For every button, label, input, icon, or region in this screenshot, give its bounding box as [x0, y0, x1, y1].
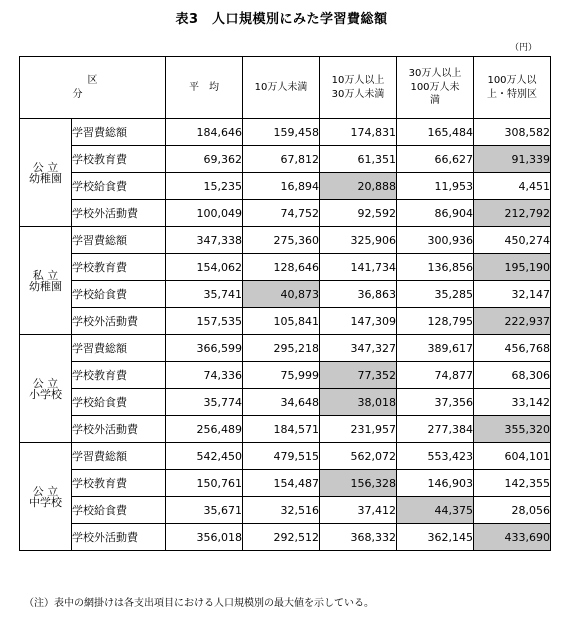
value-cell: 141,734 — [320, 254, 397, 281]
group-label — [20, 227, 72, 335]
value-cell: 325,906 — [320, 227, 397, 254]
value-cell: 34,648 — [243, 389, 320, 416]
value-cell: 37,356 — [397, 389, 474, 416]
header-average: 平 均 — [166, 57, 243, 119]
row-item-label: 学校教育費 — [72, 362, 166, 389]
group-label-type: 公 立 — [32, 484, 59, 498]
row-item-label: 学習費総額 — [72, 227, 166, 254]
value-cell: 74,877 — [397, 362, 474, 389]
value-cell: 100,049 — [166, 200, 243, 227]
row-item-label: 学校外活動費 — [72, 416, 166, 443]
table-row — [20, 389, 551, 416]
value-cell: 105,841 — [243, 308, 320, 335]
value-cell: 389,617 — [397, 335, 474, 362]
value-cell: 15,235 — [166, 173, 243, 200]
value-cell: 553,423 — [397, 443, 474, 470]
table-row — [20, 227, 551, 254]
header-under-100k: 10万人未満 — [243, 57, 320, 119]
value-cell: 157,535 — [166, 308, 243, 335]
row-item-label: 学校給食費 — [72, 173, 166, 200]
value-cell: 35,774 — [166, 389, 243, 416]
header-row — [20, 57, 551, 119]
value-cell: 69,362 — [166, 146, 243, 173]
group-label-type: 私 立 — [32, 268, 59, 282]
header-100k-300k: 10万人以上 30万人未満 — [320, 57, 397, 119]
value-cell: 300,936 — [397, 227, 474, 254]
value-cell: 92,592 — [320, 200, 397, 227]
value-cell: 74,336 — [166, 362, 243, 389]
value-cell: 128,795 — [397, 308, 474, 335]
expense-table — [19, 56, 551, 551]
value-cell: 16,894 — [243, 173, 320, 200]
value-cell: 128,646 — [243, 254, 320, 281]
value-cell: 256,489 — [166, 416, 243, 443]
unit-label: （円） — [509, 43, 537, 53]
value-cell: 562,072 — [320, 443, 397, 470]
value-cell: 146,903 — [397, 470, 474, 497]
row-item-label: 学校外活動費 — [72, 308, 166, 335]
table-row — [20, 173, 551, 200]
value-cell: 174,831 — [320, 119, 397, 146]
table-row — [20, 254, 551, 281]
table-row — [20, 200, 551, 227]
value-cell: 4,451 — [474, 173, 551, 200]
value-cell: 136,856 — [397, 254, 474, 281]
value-cell: 604,101 — [474, 443, 551, 470]
value-cell: 212,792 — [474, 200, 551, 227]
value-cell: 147,309 — [320, 308, 397, 335]
value-cell: 11,953 — [397, 173, 474, 200]
group-label-school: 幼稚園 — [29, 279, 62, 293]
value-cell: 356,018 — [166, 524, 243, 551]
value-cell: 37,412 — [320, 497, 397, 524]
row-item-label: 学校給食費 — [72, 497, 166, 524]
value-cell: 347,327 — [320, 335, 397, 362]
value-cell: 184,571 — [243, 416, 320, 443]
value-cell: 32,147 — [474, 281, 551, 308]
value-cell: 35,741 — [166, 281, 243, 308]
value-cell: 75,999 — [243, 362, 320, 389]
value-cell: 195,190 — [474, 254, 551, 281]
row-item-label: 学習費総額 — [72, 443, 166, 470]
value-cell: 456,768 — [474, 335, 551, 362]
value-cell: 292,512 — [243, 524, 320, 551]
value-cell: 32,516 — [243, 497, 320, 524]
row-item-label: 学校給食費 — [72, 281, 166, 308]
value-cell: 28,056 — [474, 497, 551, 524]
value-cell: 542,450 — [166, 443, 243, 470]
table-row — [20, 119, 551, 146]
row-item-label: 学校外活動費 — [72, 200, 166, 227]
group-label — [20, 119, 72, 227]
group-label-school: 中学校 — [29, 495, 62, 509]
table-row — [20, 443, 551, 470]
group-label-type: 公 立 — [32, 160, 59, 174]
value-cell: 165,484 — [397, 119, 474, 146]
table-row — [20, 470, 551, 497]
value-cell: 66,627 — [397, 146, 474, 173]
value-cell: 275,360 — [243, 227, 320, 254]
footnote: （注）表中の網掛けは各支出項目における人口規模別の最大値を示している。 — [24, 598, 374, 609]
value-cell: 77,352 — [320, 362, 397, 389]
group-label-school: 小学校 — [29, 387, 62, 401]
row-item-label: 学習費総額 — [72, 119, 166, 146]
value-cell: 33,142 — [474, 389, 551, 416]
table-row — [20, 146, 551, 173]
value-cell: 366,599 — [166, 335, 243, 362]
row-item-label: 学校給食費 — [72, 389, 166, 416]
value-cell: 154,062 — [166, 254, 243, 281]
value-cell: 479,515 — [243, 443, 320, 470]
value-cell: 142,355 — [474, 470, 551, 497]
value-cell: 450,274 — [474, 227, 551, 254]
value-cell: 86,904 — [397, 200, 474, 227]
value-cell: 277,384 — [397, 416, 474, 443]
value-cell: 355,320 — [474, 416, 551, 443]
row-item-label: 学校外活動費 — [72, 524, 166, 551]
table-row — [20, 416, 551, 443]
value-cell: 156,328 — [320, 470, 397, 497]
row-item-label: 学習費総額 — [72, 335, 166, 362]
value-cell: 347,338 — [166, 227, 243, 254]
table-row — [20, 335, 551, 362]
header-300k-1m: 30万人以上 100万人未 満 — [397, 57, 474, 119]
value-cell: 362,145 — [397, 524, 474, 551]
value-cell: 40,873 — [243, 281, 320, 308]
table-row — [20, 308, 551, 335]
value-cell: 231,957 — [320, 416, 397, 443]
row-item-label: 学校教育費 — [72, 470, 166, 497]
value-cell: 38,018 — [320, 389, 397, 416]
value-cell: 67,812 — [243, 146, 320, 173]
value-cell: 368,332 — [320, 524, 397, 551]
table-row — [20, 524, 551, 551]
value-cell: 20,888 — [320, 173, 397, 200]
row-item-label: 学校教育費 — [72, 254, 166, 281]
value-cell: 159,458 — [243, 119, 320, 146]
value-cell: 433,690 — [474, 524, 551, 551]
table-row — [20, 281, 551, 308]
group-label — [20, 335, 72, 443]
header-category: 区 分 — [20, 57, 166, 119]
value-cell: 150,761 — [166, 470, 243, 497]
value-cell: 61,351 — [320, 146, 397, 173]
value-cell: 36,863 — [320, 281, 397, 308]
value-cell: 184,646 — [166, 119, 243, 146]
value-cell: 68,306 — [474, 362, 551, 389]
value-cell: 222,937 — [474, 308, 551, 335]
value-cell: 44,375 — [397, 497, 474, 524]
table-row — [20, 497, 551, 524]
table-row — [20, 362, 551, 389]
value-cell: 35,285 — [397, 281, 474, 308]
value-cell: 308,582 — [474, 119, 551, 146]
group-label-school: 幼稚園 — [29, 171, 62, 185]
value-cell: 35,671 — [166, 497, 243, 524]
value-cell: 154,487 — [243, 470, 320, 497]
header-over-1m: 100万人以 上・特別区 — [474, 57, 551, 119]
table-title: 表3 人口規模別にみた学習費総額 — [175, 12, 388, 27]
row-item-label: 学校教育費 — [72, 146, 166, 173]
value-cell: 295,218 — [243, 335, 320, 362]
group-label-type: 公 立 — [32, 376, 59, 390]
value-cell: 91,339 — [474, 146, 551, 173]
group-label — [20, 443, 72, 551]
value-cell: 74,752 — [243, 200, 320, 227]
